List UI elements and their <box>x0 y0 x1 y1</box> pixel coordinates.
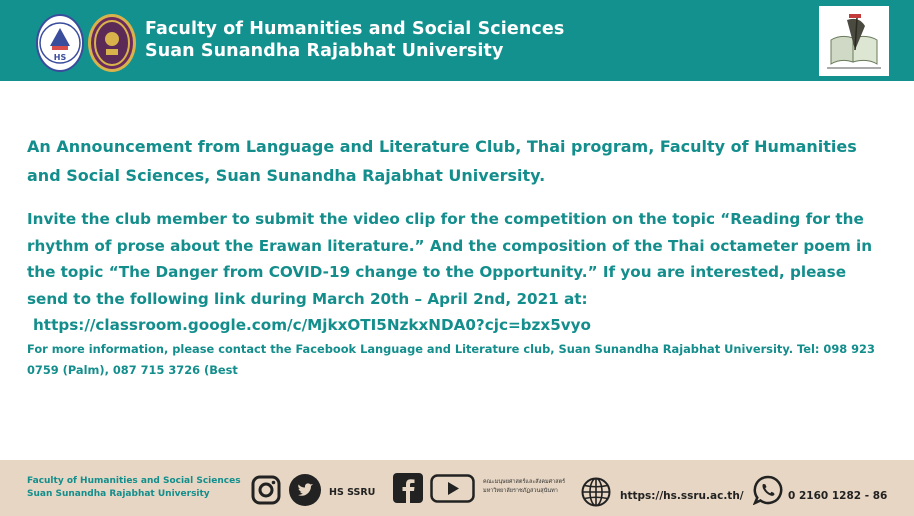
announcement-heading: An Announcement from Language and Literature Club, Thai program, Faculty of Humanities and Social Sciences, Suan Sunandha Rajabhat University. <box>27 137 857 185</box>
youtube-icon[interactable] <box>430 474 475 503</box>
twitter-icon[interactable] <box>289 474 321 506</box>
social-handle: HS SSRU <box>329 487 376 498</box>
thai-faculty-line2: มหาวิทยาลัยราชภัฏสวนสุนันทา <box>483 488 558 494</box>
thai-faculty-line1: คณะมนุษยศาสตร์และสังคมศาสตร์ <box>483 479 566 485</box>
globe-icon[interactable] <box>581 477 611 507</box>
facebook-icon[interactable] <box>393 473 423 503</box>
footer-faculty-line1: Faculty of Humanities and Social Sciences <box>27 476 241 486</box>
footer-faculty-name <box>27 475 241 500</box>
whatsapp-icon[interactable] <box>753 475 783 505</box>
header-title <box>145 18 564 62</box>
phone-number: 0 2160 1282 - 86 <box>788 490 888 502</box>
announcement-body <box>27 132 887 381</box>
language-literature-club-logo <box>819 6 889 76</box>
instagram-icon[interactable] <box>251 475 281 505</box>
classroom-link[interactable]: https://classroom.google.com/c/MjkxOTI5NzkxNDA0?cjc=bzx5vyo <box>33 316 591 334</box>
invitation-text: Invite the club member to submit the video clip for the competition on the topic “Reading for the rhythm of prose about the Erawan literature.” And the composition of the Thai octameter poem in the topic “The Danger from COVID-19 change to the Opportunity.” If you are interested, please send to the following link during March 20th – April 2nd, 2021 at: <box>27 210 873 308</box>
header-title-line1: Faculty of Humanities and Social Sciences <box>145 19 565 39</box>
hs-faculty-logo <box>36 14 84 72</box>
ssru-university-logo <box>88 14 136 72</box>
contact-info: For more information, please contact the Facebook Language and Literature club, Suan Sunandha Rajabhat University. Tel: 098 923 0759 (Palm), 087 715 3726 (Best <box>27 341 875 377</box>
footer-faculty-line2: Suan Sunandha Rajabhat University <box>27 488 210 499</box>
header-banner <box>0 0 914 81</box>
thai-faculty-name <box>483 478 565 496</box>
header-title-line2: Suan Sunandha Rajabhat University <box>145 41 504 61</box>
invitation-paragraph <box>27 206 887 339</box>
website-link[interactable]: https://hs.ssru.ac.th/ <box>620 490 744 502</box>
svg-text:HS: HS <box>53 53 67 62</box>
